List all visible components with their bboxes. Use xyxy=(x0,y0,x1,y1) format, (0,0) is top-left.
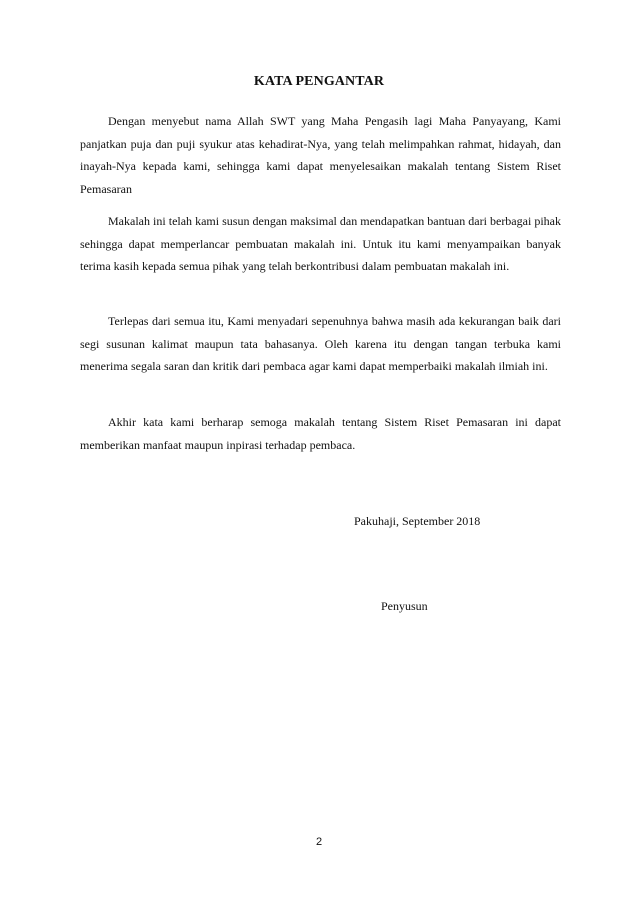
place-date: Pakuhaji, September 2018 xyxy=(354,514,481,528)
page-number: 2 xyxy=(315,836,323,848)
paragraph-shortcomings: Terlepas dari semua itu, Kami menyadari sepenuhnya bahwa masih ada kekurangan baik dari segi susunan kalimat maupun tata bahasanya. Oleh karena itu dengan tangan terbuka kami menerima segala saran dan kritik dari pembaca agar kami dapat memperbaiki makalah ilmiah ini. xyxy=(80,314,561,374)
paragraph-opening: Dengan menyebut nama Allah SWT yang Maha Pengasih lagi Maha Panyayang, Kami panjatkan puja dan puji syukur atas kehadirat-Nya, yang telah melimpahkan rahmat, hidayah, dan inayah-Nya kepada kami, sehingga kami dapat menyelesaikan makalah tentang Sistem Riset Pemasaran xyxy=(80,114,561,197)
signer-label: Penyusun xyxy=(381,599,428,613)
paragraph-acknowledgement: Makalah ini telah kami susun dengan maksimal dan mendapatkan bantuan dari berbagai pihak sehingga dapat memperlancar pembuatan makalah ini. Untuk itu kami menyampaikan banyak terima kasih kepada semua pihak yang telah berkontribusi dalam pembuatan makalah ini. xyxy=(80,214,561,274)
page-title: KATA PENGANTAR xyxy=(253,74,385,89)
paragraph-closing: Akhir kata kami berharap semoga makalah tentang Sistem Riset Pemasaran ini dapat memberikan manfaat maupun inpirasi terhadap pembaca. xyxy=(80,415,561,452)
